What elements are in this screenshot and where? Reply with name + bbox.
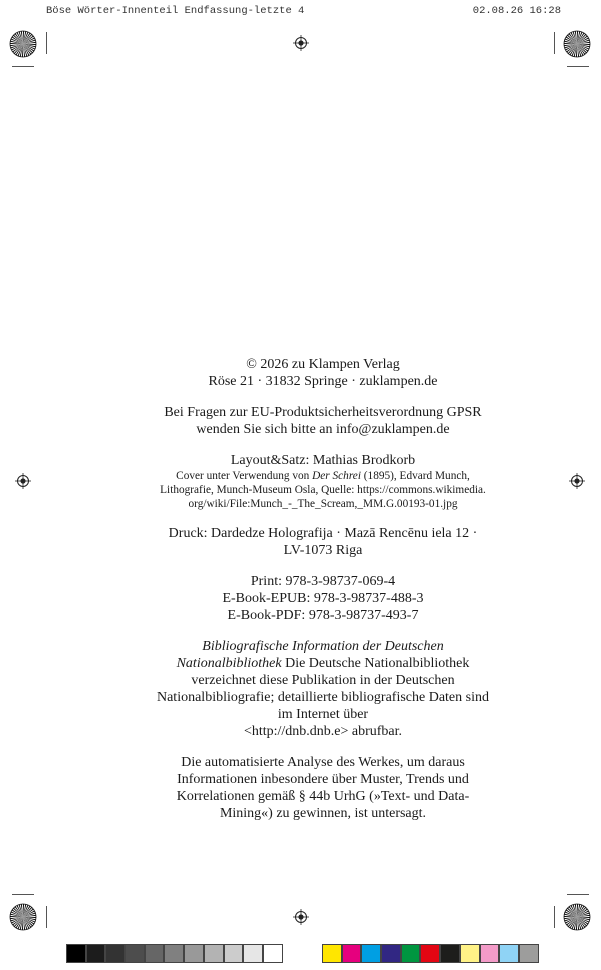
color-swatch (420, 944, 440, 963)
gpsr-block (130, 404, 516, 438)
copyright-line: © 2026 zu Klampen Verlag (246, 357, 400, 372)
isbn-epub: E-Book-EPUB: 978-3-98737-488-3 (222, 591, 424, 606)
starburst-target-icon (563, 30, 591, 58)
trim-mark-bottom-left (12, 894, 34, 895)
tdm-block (130, 754, 516, 822)
layout-credit: Layout&Satz: Mathias Brodkorb (230, 453, 416, 468)
isbn-block (130, 573, 516, 624)
dnb-text: Nationalbibliografie; detaillierte bibliografische Daten sind (156, 690, 489, 705)
dnb-block (130, 638, 516, 740)
trim-mark-top-left-v (46, 32, 47, 54)
color-swatch (440, 944, 460, 963)
gray-swatch (105, 944, 125, 963)
process-color-bar (322, 944, 539, 964)
dnb-heading-cont: Nationalbibliothek (176, 656, 282, 671)
dnb-line (130, 655, 516, 672)
dnb-heading: Bibliografische Information der Deutschen (202, 639, 444, 654)
gray-color-bar (66, 944, 283, 964)
gray-swatch (66, 944, 86, 963)
color-swatch (401, 944, 421, 963)
gray-swatch (164, 944, 184, 963)
slug-timestamp: 02.08.26 16:28 (472, 5, 561, 17)
gray-swatch (184, 944, 204, 963)
gpsr-line: Bei Fragen zur EU-Produktsicherheitsverordnung GPSR (164, 405, 482, 420)
publisher-address: Röse 21 · 31832 Springe · zuklampen.de (208, 374, 438, 389)
dnb-text: verzeichnet diese Publikation in der Deutschen (191, 673, 455, 688)
starburst-target-icon (9, 903, 37, 931)
gray-swatch (263, 944, 283, 963)
registration-mark-icon (293, 909, 309, 925)
gray-swatch (86, 944, 106, 963)
color-swatch (322, 944, 342, 963)
printer-block (130, 525, 516, 559)
gray-swatch (125, 944, 145, 963)
cover-credit-pre: Cover unter Verwendung von (176, 470, 313, 482)
color-swatch (361, 944, 381, 963)
trim-mark-top-right-v (554, 32, 555, 54)
layout-block (130, 452, 516, 511)
cover-source-url: org/wiki/File:Munch_-_The_Scream,_MM.G.00193-01.jpg (188, 498, 458, 510)
cover-credit-post: (1895), Edvard Munch, (360, 470, 470, 482)
slug-filename: Böse Wörter-Innenteil Endfassung-letzte 4 (46, 5, 305, 17)
isbn-pdf: E-Book-PDF: 978-3-98737-493-7 (227, 608, 419, 623)
gray-swatch (145, 944, 165, 963)
tdm-text: Informationen inbesondere über Muster, Trends und (177, 772, 469, 787)
starburst-target-icon (563, 903, 591, 931)
registration-mark-icon (15, 473, 31, 489)
gray-swatch (243, 944, 263, 963)
color-swatch (381, 944, 401, 963)
publisher-block (130, 356, 516, 390)
dnb-url: <http://dnb.dnb.e> abrufbar. (243, 724, 403, 739)
isbn-print: Print: 978-3-98737-069-4 (250, 574, 396, 589)
dnb-text: Die Deutsche Nationalbibliothek (281, 656, 470, 671)
dnb-text: im Internet über (277, 707, 369, 722)
registration-mark-icon (569, 473, 585, 489)
trim-mark-bottom-right (567, 894, 589, 895)
color-swatch (480, 944, 500, 963)
color-swatch (460, 944, 480, 963)
cover-credit-line (130, 469, 516, 483)
registration-mark-icon (293, 35, 309, 51)
printer-city: LV-1073 Riga (283, 543, 363, 558)
color-swatch (499, 944, 519, 963)
color-swatch (519, 944, 539, 963)
trim-mark-bottom-left-v (46, 906, 47, 928)
gray-swatch (224, 944, 244, 963)
trim-mark-top-left (12, 66, 34, 67)
cover-artwork-title: Der Schrei (312, 470, 361, 482)
printer-line: Druck: Dardedze Holografija · Mazā Rencēnu iela 12 · (168, 526, 478, 541)
trim-mark-top-right (567, 66, 589, 67)
cover-source-line: Lithografie, Munch-Museum Osla, Quelle: https://commons.wikimedia. (160, 484, 486, 496)
color-swatch (342, 944, 362, 963)
tdm-text: Mining«) zu gewinnen, ist untersagt. (219, 806, 427, 821)
starburst-target-icon (9, 30, 37, 58)
imprint-page (130, 356, 516, 836)
tdm-text: Korrelationen gemäß § 44b UrhG (»Text- und Data- (176, 789, 470, 804)
gray-swatch (204, 944, 224, 963)
tdm-text: Die automatisierte Analyse des Werkes, um daraus (181, 755, 465, 770)
gpsr-contact-line: wenden Sie sich bitte an info@zuklampen.de (196, 422, 450, 437)
trim-mark-bottom-right-v (554, 906, 555, 928)
